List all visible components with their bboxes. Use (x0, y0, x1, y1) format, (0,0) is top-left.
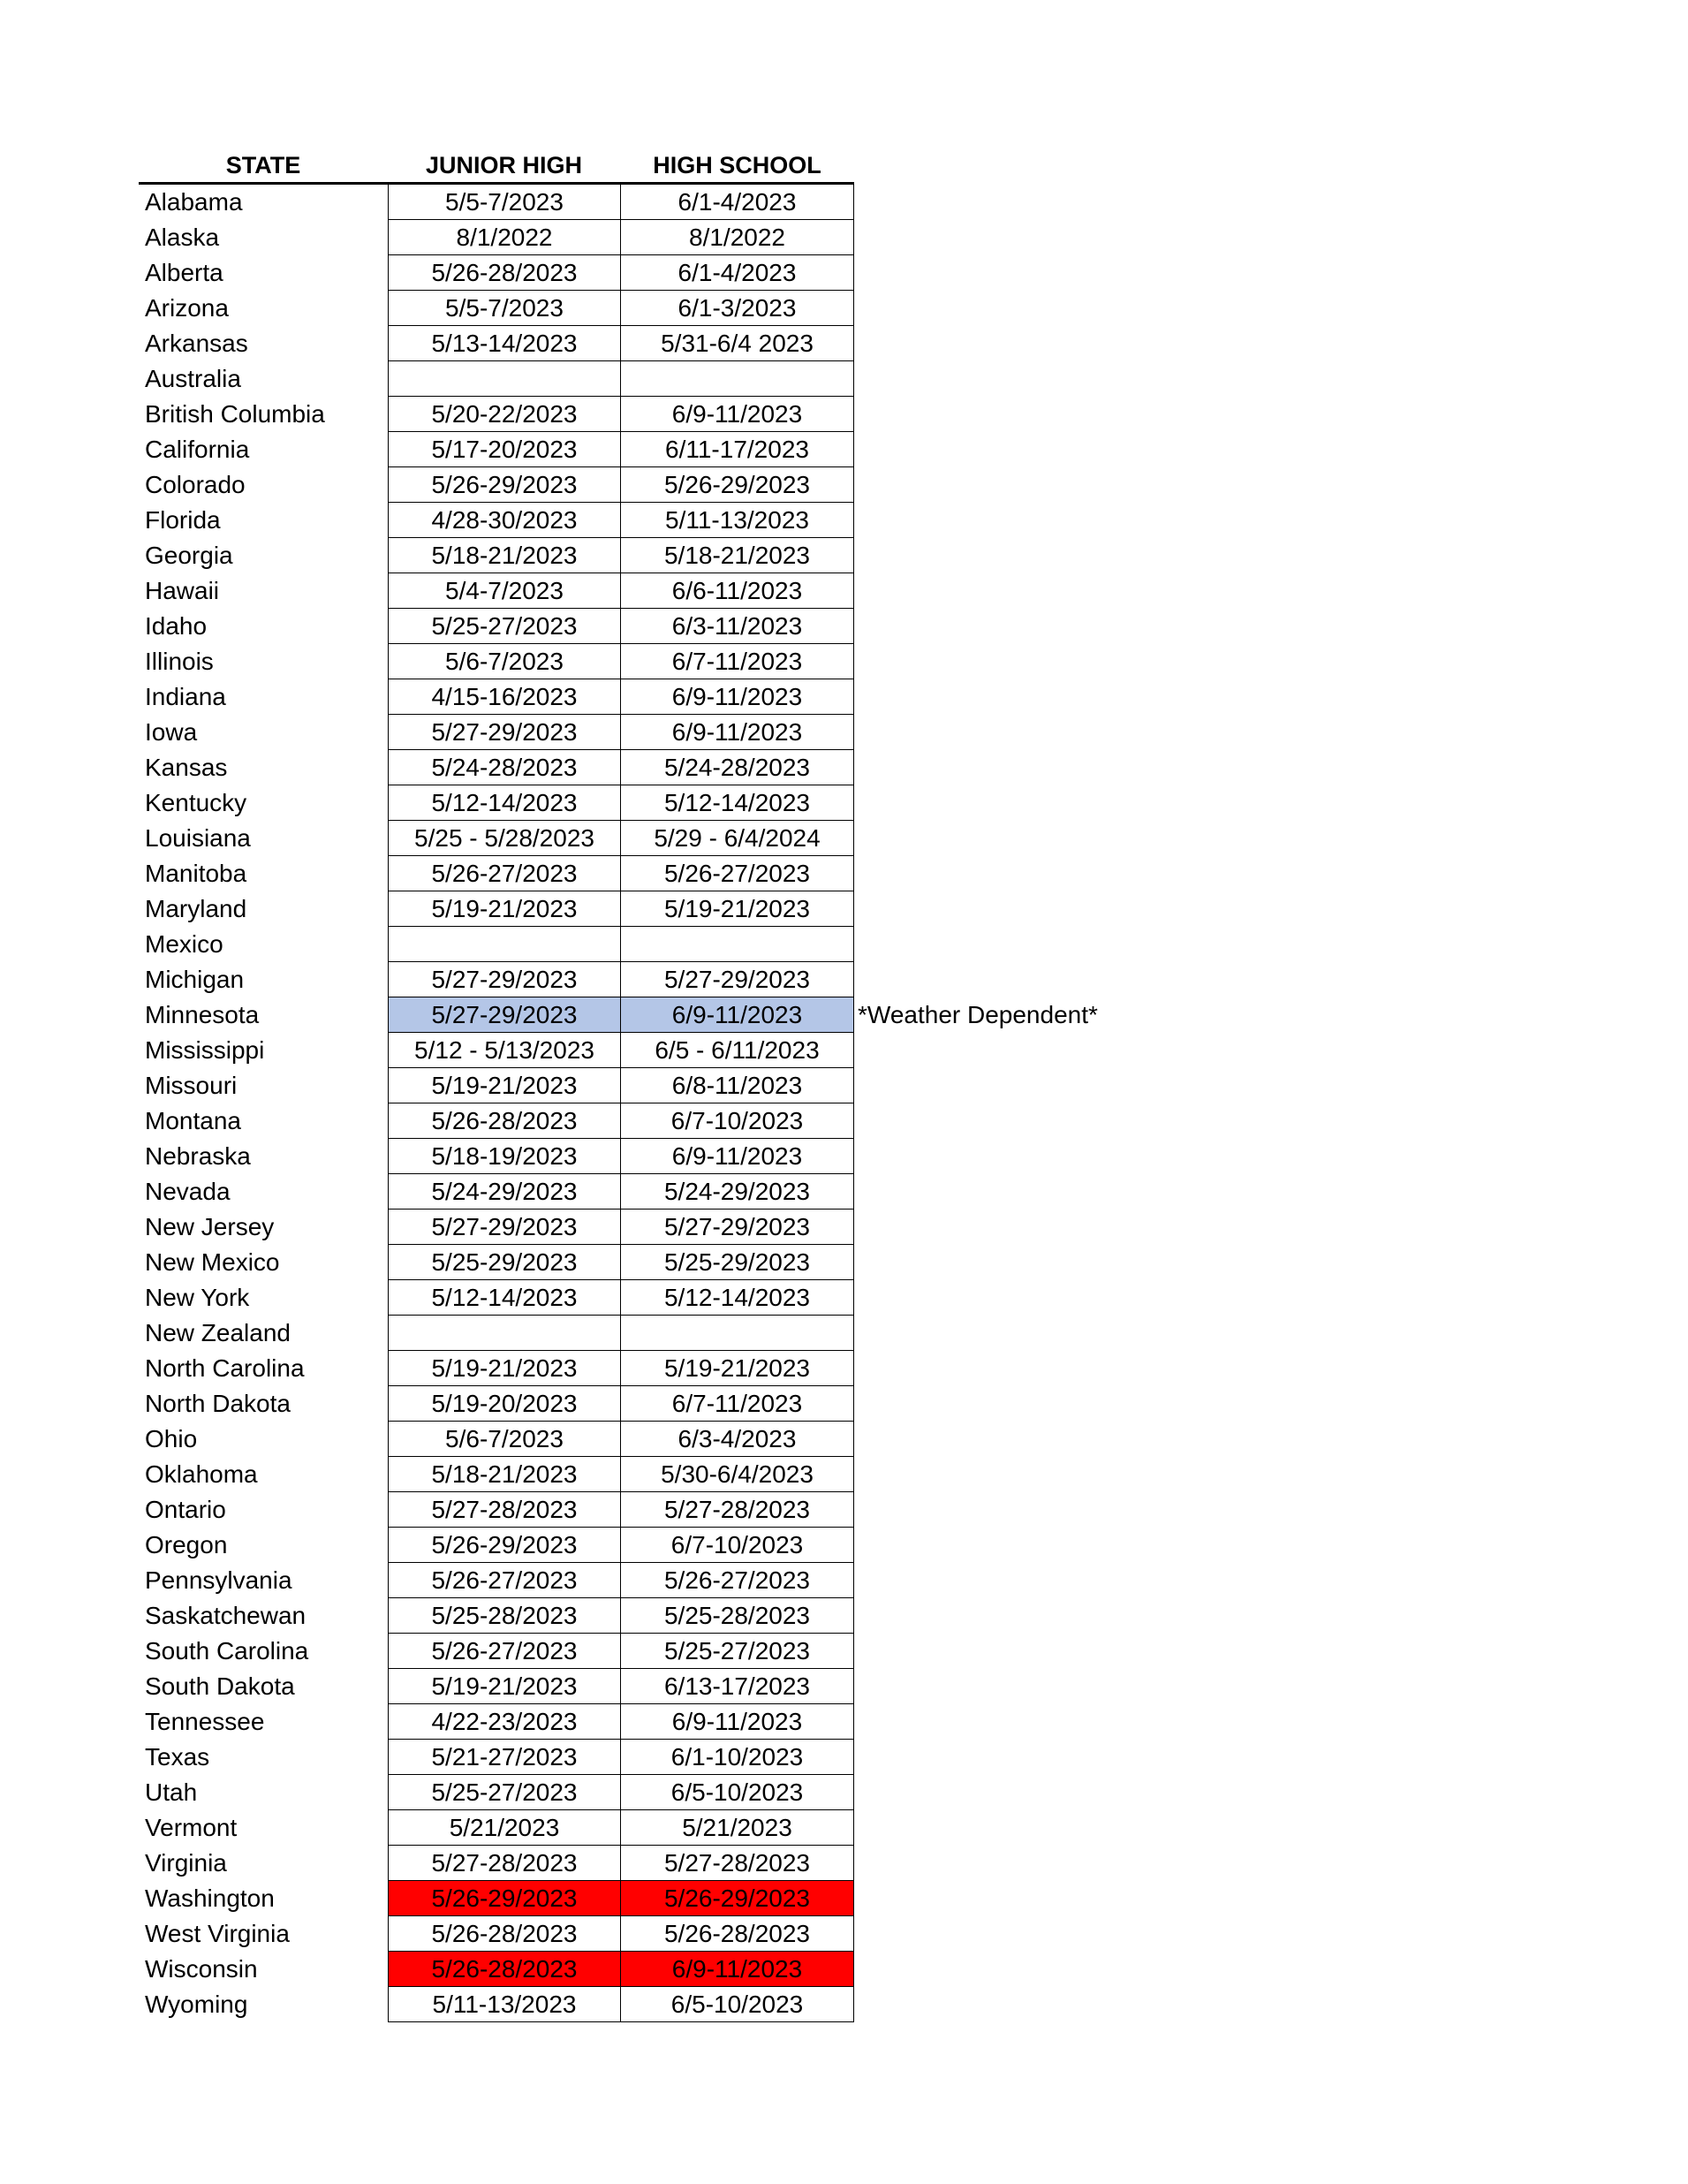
high-school-date-cell: 6/8-11/2023 (620, 1068, 854, 1103)
column-header-state: STATE (225, 152, 301, 178)
junior-high-date-cell: 5/21/2023 (388, 1810, 620, 1846)
table-row (139, 1598, 854, 1634)
junior-high-date-cell: 5/12-14/2023 (388, 785, 620, 821)
junior-high-date-cell: 5/6-7/2023 (388, 644, 620, 679)
junior-high-date-cell: 5/19-21/2023 (388, 1669, 620, 1704)
state-cell: Arkansas (145, 330, 248, 357)
high-school-date-cell: 5/27-28/2023 (620, 1492, 854, 1528)
state-cell: British Columbia (145, 400, 325, 428)
table-row (139, 1033, 854, 1068)
table-row (139, 1351, 854, 1386)
state-cell: Kansas (145, 754, 228, 781)
table-row (139, 255, 854, 291)
table-row (139, 1174, 854, 1210)
high-school-date-cell: 6/1-4/2023 (620, 185, 854, 220)
junior-high-date-cell: 5/19-20/2023 (388, 1386, 620, 1422)
table-row (139, 927, 854, 962)
high-school-date-cell: 6/7-10/2023 (620, 1103, 854, 1139)
table-row (139, 1563, 854, 1598)
junior-high-date-cell: 5/25-29/2023 (388, 1245, 620, 1280)
high-school-date-cell: 6/9-11/2023 (620, 997, 854, 1033)
table-row (139, 1704, 854, 1740)
schedule-table (139, 146, 1098, 2022)
table-row (139, 361, 854, 397)
high-school-date-cell: 6/5-10/2023 (620, 1775, 854, 1810)
row-note: *Weather Dependent* (858, 1001, 1098, 1028)
high-school-date-cell: 5/12-14/2023 (620, 1280, 854, 1316)
state-cell: Maryland (145, 895, 247, 922)
junior-high-date-cell: 5/6-7/2023 (388, 1422, 620, 1457)
high-school-date-cell: 8/1/2022 (620, 220, 854, 255)
junior-high-date-cell: 5/27-28/2023 (388, 1492, 620, 1528)
state-cell: Tennessee (145, 1708, 265, 1735)
state-cell: Indiana (145, 683, 226, 710)
junior-high-date-cell: 5/11-13/2023 (388, 1987, 620, 2022)
high-school-date-cell: 5/26-27/2023 (620, 1563, 854, 1598)
table-row (139, 326, 854, 361)
state-cell: Oregon (145, 1531, 228, 1558)
high-school-date-cell: 5/30-6/4/2023 (620, 1457, 854, 1492)
table-row (139, 997, 1098, 1033)
state-cell: Florida (145, 506, 221, 534)
table-row (139, 750, 854, 785)
junior-high-date-cell: 5/26-28/2023 (388, 1916, 620, 1952)
table-row (139, 1386, 854, 1422)
table-row (139, 1492, 854, 1528)
junior-high-date-cell: 8/1/2022 (388, 220, 620, 255)
table-row (139, 291, 854, 326)
table-row (139, 1280, 854, 1316)
high-school-date-cell: 5/26-29/2023 (620, 467, 854, 503)
state-cell: New York (145, 1284, 250, 1311)
junior-high-date-cell: 5/25 - 5/28/2023 (388, 821, 620, 856)
table-row (139, 891, 854, 927)
table-row (139, 1916, 854, 1952)
junior-high-date-cell: 5/17-20/2023 (388, 432, 620, 467)
junior-high-date-cell: 4/22-23/2023 (388, 1704, 620, 1740)
state-cell: Alabama (145, 188, 243, 216)
junior-high-date-cell: 5/20-22/2023 (388, 397, 620, 432)
high-school-date-cell: 5/18-21/2023 (620, 538, 854, 573)
table-row (139, 1669, 854, 1704)
table-row (139, 1422, 854, 1457)
table-row (139, 573, 854, 609)
junior-high-date-cell: 5/25-27/2023 (388, 609, 620, 644)
state-cell: Idaho (145, 612, 208, 640)
junior-high-date-cell: 5/27-28/2023 (388, 1846, 620, 1881)
table-row (139, 397, 854, 432)
junior-high-date-cell: 5/5-7/2023 (388, 185, 620, 220)
high-school-date-cell: 5/26-27/2023 (620, 856, 854, 891)
junior-high-date-cell: 5/12-14/2023 (388, 1280, 620, 1316)
state-cell: California (145, 436, 250, 463)
junior-high-date-cell: 4/15-16/2023 (388, 679, 620, 715)
table-header (139, 146, 854, 185)
high-school-date-cell: 6/1-10/2023 (620, 1740, 854, 1775)
table-row (139, 1952, 854, 1987)
table-row (139, 962, 854, 997)
junior-high-date-cell: 5/26-28/2023 (388, 255, 620, 291)
table-row (139, 220, 854, 255)
state-cell: Wyoming (145, 1991, 248, 2018)
junior-high-date-cell: 5/26-29/2023 (388, 1528, 620, 1563)
junior-high-date-cell: 5/18-21/2023 (388, 538, 620, 573)
state-cell: Mexico (145, 930, 223, 958)
high-school-date-cell: 5/24-28/2023 (620, 750, 854, 785)
state-cell: New Zealand (145, 1319, 291, 1346)
high-school-date-cell: 5/19-21/2023 (620, 891, 854, 927)
high-school-date-cell (620, 1316, 854, 1351)
high-school-date-cell: 5/27-29/2023 (620, 962, 854, 997)
junior-high-date-cell: 5/27-29/2023 (388, 997, 620, 1033)
high-school-date-cell: 6/7-11/2023 (620, 644, 854, 679)
state-cell: Colorado (145, 471, 246, 498)
state-cell: Arizona (145, 294, 229, 322)
state-cell: Georgia (145, 542, 233, 569)
junior-high-date-cell: 5/4-7/2023 (388, 573, 620, 609)
table-row (139, 1810, 854, 1846)
state-cell: Missouri (145, 1072, 238, 1099)
high-school-date-cell: 5/24-29/2023 (620, 1174, 854, 1210)
state-cell: Iowa (145, 718, 198, 746)
state-cell: North Dakota (145, 1390, 291, 1417)
high-school-date-cell: 6/1-4/2023 (620, 255, 854, 291)
state-cell: Hawaii (145, 577, 220, 604)
high-school-date-cell: 6/9-11/2023 (620, 715, 854, 750)
high-school-date-cell: 6/9-11/2023 (620, 397, 854, 432)
junior-high-date-cell: 4/28-30/2023 (388, 503, 620, 538)
high-school-date-cell: 6/11-17/2023 (620, 432, 854, 467)
high-school-date-cell (620, 927, 854, 962)
junior-high-date-cell: 5/5-7/2023 (388, 291, 620, 326)
state-cell: New Jersey (145, 1213, 275, 1240)
state-cell: Alaska (145, 224, 220, 251)
high-school-date-cell: 5/25-28/2023 (620, 1598, 854, 1634)
junior-high-date-cell: 5/26-27/2023 (388, 1563, 620, 1598)
junior-high-date-cell: 5/26-27/2023 (388, 856, 620, 891)
high-school-date-cell: 6/7-11/2023 (620, 1386, 854, 1422)
junior-high-date-cell: 5/25-28/2023 (388, 1598, 620, 1634)
junior-high-date-cell: 5/26-29/2023 (388, 467, 620, 503)
table-row (139, 467, 854, 503)
high-school-date-cell: 5/21/2023 (620, 1810, 854, 1846)
table-row (139, 432, 854, 467)
state-cell: Mississippi (145, 1036, 265, 1064)
junior-high-date-cell (388, 361, 620, 397)
high-school-date-cell: 6/1-3/2023 (620, 291, 854, 326)
junior-high-date-cell: 5/24-28/2023 (388, 750, 620, 785)
table-row (139, 1103, 854, 1139)
table-row (139, 785, 854, 821)
high-school-date-cell: 5/25-29/2023 (620, 1245, 854, 1280)
state-cell: Kentucky (145, 789, 247, 816)
table-row (139, 1139, 854, 1174)
junior-high-date-cell: 5/25-27/2023 (388, 1775, 620, 1810)
state-cell: Minnesota (145, 1001, 260, 1028)
junior-high-date-cell: 5/24-29/2023 (388, 1174, 620, 1210)
junior-high-date-cell: 5/13-14/2023 (388, 326, 620, 361)
table-row (139, 1457, 854, 1492)
junior-high-date-cell: 5/21-27/2023 (388, 1740, 620, 1775)
junior-high-date-cell: 5/27-29/2023 (388, 1210, 620, 1245)
junior-high-date-cell: 5/26-28/2023 (388, 1103, 620, 1139)
junior-high-date-cell: 5/26-27/2023 (388, 1634, 620, 1669)
junior-high-date-cell: 5/27-29/2023 (388, 715, 620, 750)
high-school-date-cell: 5/31-6/4 2023 (620, 326, 854, 361)
junior-high-date-cell: 5/18-19/2023 (388, 1139, 620, 1174)
table-row (139, 1987, 854, 2022)
junior-high-date-cell: 5/19-21/2023 (388, 891, 620, 927)
state-cell: West Virginia (145, 1920, 290, 1947)
state-cell: Vermont (145, 1814, 238, 1841)
high-school-date-cell: 5/27-29/2023 (620, 1210, 854, 1245)
state-cell: Oklahoma (145, 1460, 258, 1488)
table-row (139, 644, 854, 679)
high-school-date-cell: 6/5 - 6/11/2023 (620, 1033, 854, 1068)
high-school-date-cell: 5/11-13/2023 (620, 503, 854, 538)
table-row (139, 1740, 854, 1775)
high-school-date-cell: 5/29 - 6/4/2024 (620, 821, 854, 856)
table-row (139, 609, 854, 644)
state-cell: Utah (145, 1778, 198, 1806)
junior-high-date-cell: 5/19-21/2023 (388, 1068, 620, 1103)
high-school-date-cell: 6/3-4/2023 (620, 1422, 854, 1457)
high-school-date-cell: 6/3-11/2023 (620, 609, 854, 644)
junior-high-date-cell: 5/26-29/2023 (388, 1881, 620, 1916)
table-row (139, 1316, 854, 1351)
state-cell: Australia (145, 365, 241, 392)
table-body (139, 185, 1098, 2022)
table-row (139, 715, 854, 750)
high-school-date-cell: 5/27-28/2023 (620, 1846, 854, 1881)
high-school-date-cell: 5/12-14/2023 (620, 785, 854, 821)
state-cell: Montana (145, 1107, 241, 1134)
high-school-date-cell: 6/9-11/2023 (620, 1952, 854, 1987)
high-school-date-cell: 5/26-29/2023 (620, 1881, 854, 1916)
column-header-high-school: HIGH SCHOOL (653, 152, 821, 178)
high-school-date-cell: 5/19-21/2023 (620, 1351, 854, 1386)
table-row (139, 679, 854, 715)
table-row (139, 1775, 854, 1810)
state-cell: Illinois (145, 648, 214, 675)
table-row (139, 1210, 854, 1245)
junior-high-date-cell: 5/19-21/2023 (388, 1351, 620, 1386)
high-school-date-cell: 6/7-10/2023 (620, 1528, 854, 1563)
junior-high-date-cell (388, 1316, 620, 1351)
table-row (139, 1881, 854, 1916)
column-header-junior-high: JUNIOR HIGH (425, 152, 583, 178)
state-cell: Wisconsin (145, 1955, 258, 1983)
junior-high-date-cell: 5/18-21/2023 (388, 1457, 620, 1492)
state-cell: New Mexico (145, 1248, 280, 1276)
high-school-date-cell: 6/13-17/2023 (620, 1669, 854, 1704)
table-row (139, 1068, 854, 1103)
state-cell: Michigan (145, 966, 245, 993)
table-row (139, 856, 854, 891)
state-cell: Nevada (145, 1178, 231, 1205)
junior-high-date-cell (388, 927, 620, 962)
junior-high-date-cell: 5/27-29/2023 (388, 962, 620, 997)
state-cell: Virginia (145, 1849, 227, 1877)
state-cell: Louisiana (145, 824, 251, 852)
state-cell: Alberta (145, 259, 223, 286)
high-school-date-cell: 6/9-11/2023 (620, 1139, 854, 1174)
state-cell: South Carolina (145, 1637, 309, 1665)
table-row (139, 185, 854, 220)
table-row (139, 821, 854, 856)
state-cell: Ohio (145, 1425, 198, 1452)
state-cell: Manitoba (145, 860, 247, 887)
table-row (139, 503, 854, 538)
junior-high-date-cell: 5/12 - 5/13/2023 (388, 1033, 620, 1068)
high-school-date-cell (620, 361, 854, 397)
high-school-date-cell: 5/26-28/2023 (620, 1916, 854, 1952)
state-cell: Nebraska (145, 1142, 251, 1170)
high-school-date-cell: 6/5-10/2023 (620, 1987, 854, 2022)
high-school-date-cell: 6/9-11/2023 (620, 1704, 854, 1740)
table-row (139, 1846, 854, 1881)
high-school-date-cell: 5/25-27/2023 (620, 1634, 854, 1669)
state-cell: North Carolina (145, 1354, 305, 1382)
high-school-date-cell: 6/6-11/2023 (620, 573, 854, 609)
table-row (139, 538, 854, 573)
state-cell: Washington (145, 1884, 275, 1912)
state-cell: Texas (145, 1743, 210, 1771)
state-cell: South Dakota (145, 1672, 295, 1700)
state-cell: Saskatchewan (145, 1602, 307, 1629)
state-cell: Ontario (145, 1496, 226, 1523)
table-row (139, 1528, 854, 1563)
table-row (139, 1245, 854, 1280)
state-cell: Pennsylvania (145, 1566, 292, 1594)
high-school-date-cell: 6/9-11/2023 (620, 679, 854, 715)
table-row (139, 1634, 854, 1669)
junior-high-date-cell: 5/26-28/2023 (388, 1952, 620, 1987)
